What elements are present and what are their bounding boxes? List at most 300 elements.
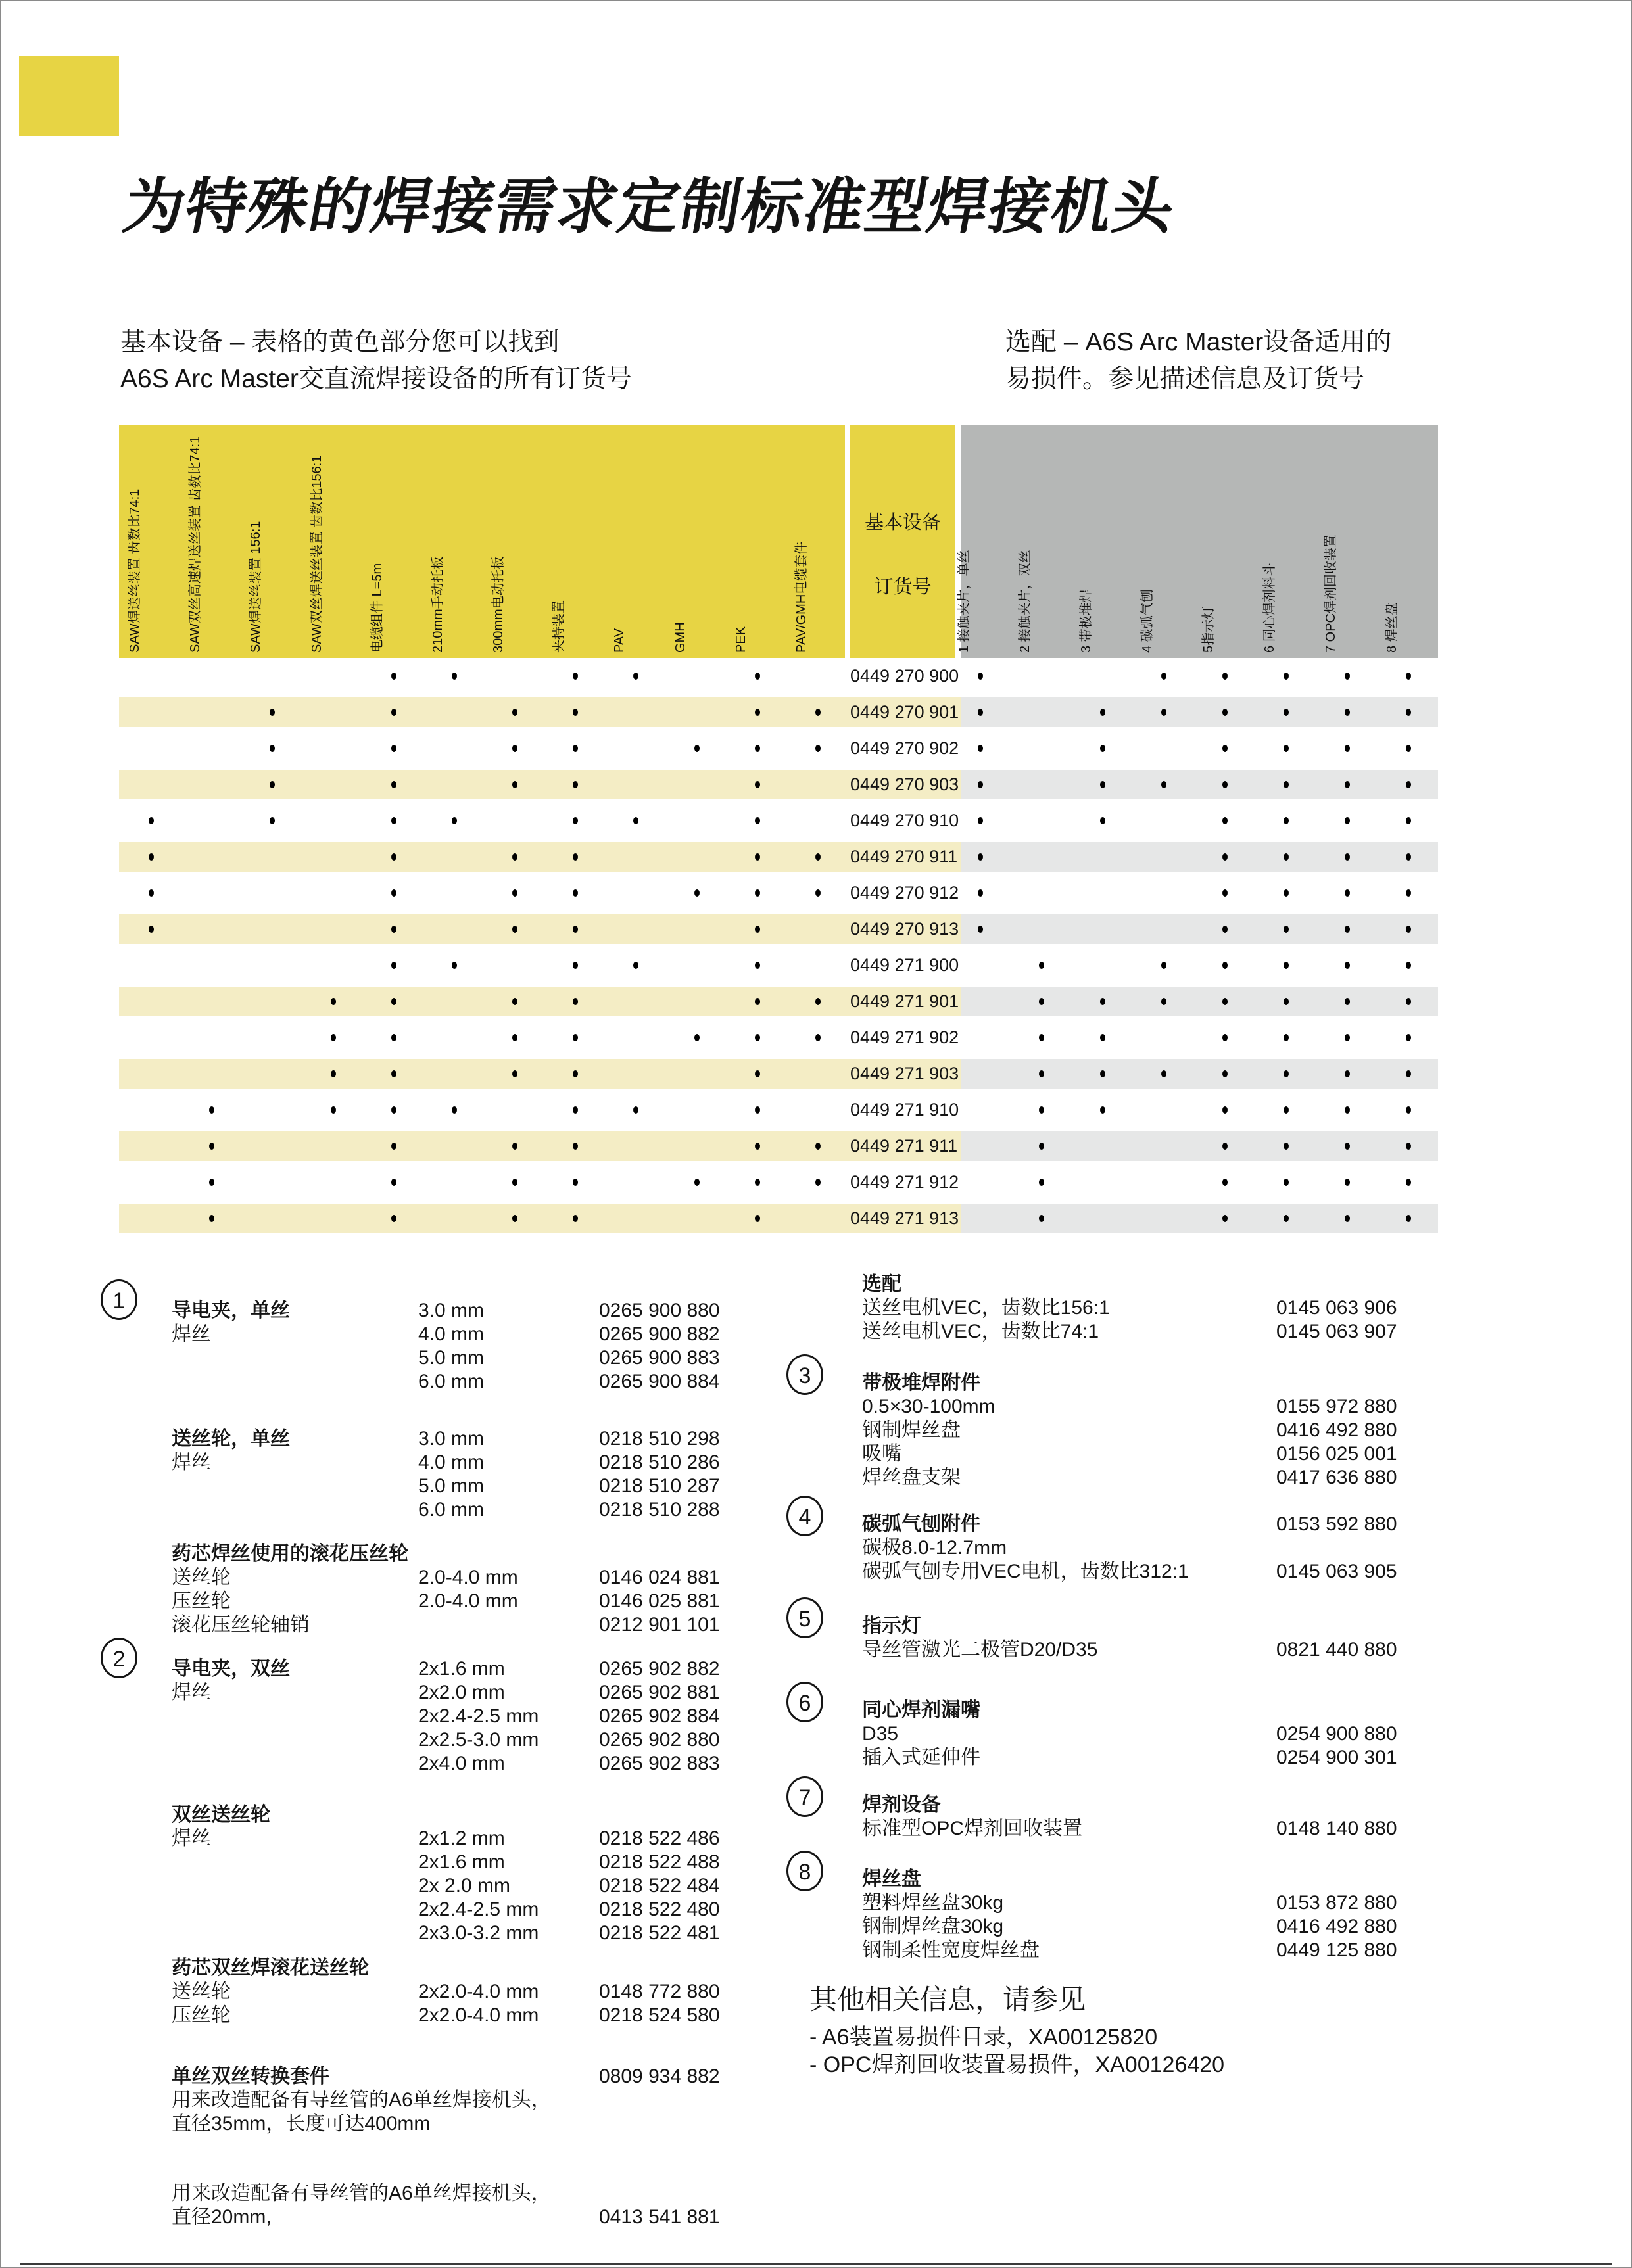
presence-dot: [815, 998, 821, 1005]
intro-right-line2: 易损件。参见描述信息及订货号: [1005, 365, 1365, 393]
matrix-row: [119, 1128, 1438, 1164]
part-number: 0417 636 880: [1276, 1467, 1397, 1488]
part-grid: [172, 1299, 777, 1394]
presence-dot: [1161, 781, 1166, 788]
presence-dot: [1222, 745, 1228, 752]
part-row-label: 送丝电机VEC，齿数比156:1: [862, 1297, 1110, 1319]
intro-right: [1005, 324, 1391, 398]
page-title: 为特殊的焊接需求定制标准型焊接机头: [118, 174, 1182, 241]
presence-dot: [149, 926, 154, 933]
part-section: [99, 1956, 777, 2027]
presence-dot: [209, 1215, 214, 1222]
row-tint-yellow: [119, 697, 961, 727]
order-number: 0449 270 903: [850, 774, 959, 794]
presence-dot: [512, 1070, 517, 1077]
matrix-row: [119, 658, 1438, 694]
part-grid: [862, 1699, 1497, 1770]
part-size: 2x2.4-2.5 mm: [418, 1705, 539, 1727]
presence-dot: [512, 745, 517, 752]
row-tint-gray: [961, 770, 1438, 799]
presence-dot: [391, 1179, 396, 1186]
matrix-row: [119, 1164, 1438, 1200]
part-heading: 药芯双丝焊滚花送丝轮: [172, 1957, 369, 1979]
presence-dot: [755, 1179, 760, 1186]
order-number: 0449 271 902: [850, 1028, 959, 1047]
part-size: 6.0 mm: [418, 1499, 485, 1521]
presence-dot: [1345, 1179, 1350, 1186]
presence-dot: [633, 962, 638, 969]
part-heading: 双丝送丝轮: [172, 1804, 270, 1826]
presence-dot: [1284, 1106, 1289, 1114]
presence-dot: [815, 1143, 821, 1150]
matrix-row: [119, 983, 1438, 1020]
presence-dot: [1100, 709, 1105, 716]
presence-dot: [512, 926, 517, 933]
presence-dot: [573, 962, 578, 969]
part-number: 0153 872 880: [1276, 1892, 1397, 1914]
part-heading: 导电夹，单丝: [172, 1300, 290, 1321]
row-tint-yellow: [119, 987, 961, 1016]
presence-dot: [1406, 1215, 1411, 1222]
presence-dot: [573, 709, 578, 716]
presence-dot: [1406, 709, 1411, 716]
yellow-column-header: PEK: [734, 626, 748, 653]
part-size: 4.0 mm: [418, 1452, 485, 1473]
part-row-label: 滚花压丝轮轴销: [172, 1614, 310, 1636]
part-section: [99, 1647, 777, 1776]
gray-column-header: 2 接触夹片，双丝: [1018, 550, 1032, 653]
presence-dot: [815, 745, 821, 752]
part-number: 0265 902 882: [599, 1658, 720, 1680]
item-number-circle: 3: [786, 1354, 823, 1395]
item-number-circle: 6: [786, 1682, 823, 1722]
presence-dot: [391, 1070, 396, 1077]
presence-dot: [573, 926, 578, 933]
presence-dot: [1222, 709, 1228, 716]
presence-dot: [573, 1215, 578, 1222]
part-number: 0218 524 580: [599, 2004, 720, 2026]
presence-dot: [1345, 1143, 1350, 1150]
presence-dot: [512, 1179, 517, 1186]
part-row-label: 标准型OPC焊剂回收装置: [862, 1818, 1083, 1839]
presence-dot: [1406, 1179, 1411, 1186]
part-row-label: 压丝轮: [172, 1590, 231, 1612]
presence-dot: [755, 962, 760, 969]
presence-dot: [1100, 998, 1105, 1005]
row-tint-gray: [961, 1131, 1438, 1161]
matrix-row: [119, 1020, 1438, 1056]
part-size: 2x2.4-2.5 mm: [418, 1899, 539, 1920]
part-heading: 单丝双丝转换套件: [172, 2066, 329, 2087]
presence-dot: [1345, 817, 1350, 824]
presence-dot: [331, 1034, 336, 1041]
gray-column-header: 5指示灯: [1201, 605, 1216, 653]
presence-dot: [1161, 673, 1166, 680]
presence-dot: [391, 673, 396, 680]
presence-dot: [1345, 745, 1350, 752]
presence-dot: [755, 853, 760, 861]
presence-dot: [633, 673, 638, 680]
yellow-column-header: SAW双丝焊送丝装置 齿数比156:1: [310, 455, 324, 653]
order-number: 0449 270 902: [850, 738, 959, 758]
presence-dot: [1100, 1106, 1105, 1114]
presence-dot: [978, 745, 983, 752]
yellow-column-header: PAV: [612, 628, 627, 653]
presence-dot: [1039, 962, 1044, 969]
presence-dot: [1284, 853, 1289, 861]
presence-dot: [1284, 1034, 1289, 1041]
part-section: [780, 1273, 1497, 1344]
presence-dot: [391, 926, 396, 933]
presence-dot: [1345, 1070, 1350, 1077]
presence-dot: [1222, 1143, 1228, 1150]
presence-dot: [391, 889, 396, 897]
presence-dot: [1161, 962, 1166, 969]
matrix-order-title: [850, 490, 955, 619]
presence-dot: [1222, 889, 1228, 897]
presence-dot: [755, 817, 760, 824]
part-number: 0416 492 880: [1276, 1419, 1397, 1441]
part-number: 0153 592 880: [1276, 1513, 1397, 1535]
part-size: 2x1.6 mm: [418, 1851, 505, 1873]
presence-dot: [755, 1215, 760, 1222]
intro-left: [120, 324, 632, 398]
part-row-label: 0.5×30-100mm: [862, 1396, 996, 1417]
presence-dot: [1284, 962, 1289, 969]
presence-dot: [1406, 817, 1411, 824]
part-section: [99, 1427, 777, 1522]
presence-dot: [1406, 998, 1411, 1005]
part-number: 0145 063 905: [1276, 1561, 1397, 1582]
presence-dot: [1284, 1179, 1289, 1186]
row-tint-gray: [961, 987, 1438, 1016]
presence-dot: [1345, 1106, 1350, 1114]
part-sublabel: 焊丝: [172, 1682, 211, 1703]
presence-dot: [1100, 1070, 1105, 1077]
part-row-label: 插入式延伸件: [862, 1747, 980, 1768]
matrix-row: [119, 730, 1438, 767]
part-grid: [862, 1615, 1497, 1662]
matrix-row: [119, 803, 1438, 839]
part-size: 2x4.0 mm: [418, 1753, 505, 1774]
yellow-column-header: 300mm电动托板: [491, 556, 506, 653]
gray-column-header: 1 接触夹片，单丝: [957, 550, 971, 653]
part-row-label: 塑料焊丝盘30kg: [862, 1892, 1004, 1914]
presence-dot: [573, 1179, 578, 1186]
presence-dot: [270, 745, 275, 752]
gray-column-header: 6 同心焊剂料斗: [1262, 563, 1277, 653]
presence-dot: [1284, 1215, 1289, 1222]
yellow-column-header: GMH: [673, 622, 688, 653]
part-number: 0218 522 486: [599, 1828, 720, 1849]
presence-dot: [452, 1106, 457, 1114]
presence-dot: [1039, 998, 1044, 1005]
row-tint-yellow: [119, 842, 961, 872]
presence-dot: [1284, 709, 1289, 716]
presence-dot: [573, 889, 578, 897]
order-number-label: 订货号: [874, 577, 932, 598]
part-size: 2.0-4.0 mm: [418, 1567, 518, 1588]
presence-dot: [1039, 1070, 1044, 1077]
presence-dot: [512, 853, 517, 861]
part-number: 0145 063 907: [1276, 1321, 1397, 1342]
part-number: 0218 510 286: [599, 1452, 720, 1473]
presence-dot: [512, 781, 517, 788]
order-number: 0449 271 911: [850, 1136, 958, 1156]
presence-dot: [978, 926, 983, 933]
intro-right-line1: 选配 – A6S Arc Master设备适用的: [1005, 328, 1392, 356]
item-number-circle: 2: [101, 1638, 137, 1678]
presence-dot: [1284, 889, 1289, 897]
presence-dot: [1284, 817, 1289, 824]
presence-dot: [149, 853, 154, 861]
presence-dot: [512, 889, 517, 897]
presence-dot: [1406, 926, 1411, 933]
order-number: 0449 270 911: [850, 847, 958, 866]
presence-dot: [209, 1179, 214, 1186]
presence-dot: [1222, 1070, 1228, 1077]
part-heading: 选配: [862, 1273, 901, 1295]
presence-dot: [755, 926, 760, 933]
part-size: 6.0 mm: [418, 1371, 485, 1392]
intro-left-line2: A6S Arc Master交直流焊接设备的所有订货号: [120, 365, 632, 393]
presence-dot: [331, 1070, 336, 1077]
order-number: 0449 270 912: [850, 883, 959, 903]
part-number: 0218 510 288: [599, 1499, 720, 1521]
order-number: 0449 271 903: [850, 1064, 959, 1083]
part-row-label: [172, 1851, 418, 1874]
part-size: 2x1.6 mm: [418, 1658, 505, 1680]
part-section: [780, 1505, 1497, 1584]
order-number: 0449 270 913: [850, 919, 959, 939]
presence-dot: [1222, 1034, 1228, 1041]
presence-dot: [1100, 745, 1105, 752]
presence-dot: [978, 781, 983, 788]
presence-dot: [1039, 1143, 1044, 1150]
part-row-label: 吸嘴: [862, 1443, 901, 1465]
presence-dot: [1406, 1070, 1411, 1077]
part-grid: [862, 1868, 1497, 1962]
item-number-circle: 1: [101, 1279, 137, 1320]
part-heading: 导电夹，双丝: [172, 1658, 290, 1680]
item-number-circle: 5: [786, 1597, 823, 1638]
presence-dot: [1222, 962, 1228, 969]
presence-dot: [1284, 998, 1289, 1005]
presence-dot: [391, 1106, 396, 1114]
part-grid: [862, 1371, 1497, 1490]
presence-dot: [978, 889, 983, 897]
part-size: 5.0 mm: [418, 1475, 485, 1497]
yellow-column-header: 210mm手动托板: [431, 556, 445, 653]
presence-dot: [755, 781, 760, 788]
part-size: 2.0-4.0 mm: [418, 1590, 518, 1612]
part-note: 用来改造配备有导丝管的A6单丝焊接机头，: [172, 2089, 551, 2111]
presence-dot: [1222, 926, 1228, 933]
part-grid: [172, 1956, 777, 2027]
gray-column-header: 3 带极堆焊: [1079, 589, 1093, 653]
part-section: [99, 2182, 777, 2229]
other-info-line1: - A6装置易损件目录，XA00125820: [809, 2025, 1158, 2050]
item-number-circle: 8: [786, 1851, 823, 1891]
presence-dot: [1406, 1106, 1411, 1114]
presence-dot: [391, 853, 396, 861]
part-grid: [172, 1803, 777, 1945]
part-row-label: 焊丝: [172, 1828, 211, 1849]
presence-dot: [1039, 1034, 1044, 1041]
part-size: 2x2.0-4.0 mm: [418, 2004, 539, 2026]
order-number: 0449 271 901: [850, 991, 959, 1011]
presence-dot: [1222, 853, 1228, 861]
part-number: 0218 522 480: [599, 1899, 720, 1920]
presence-dot: [1284, 673, 1289, 680]
part-size: 2x3.0-3.2 mm: [418, 1922, 539, 1944]
presence-dot: [209, 1106, 214, 1114]
presence-dot: [391, 998, 396, 1005]
presence-dot: [270, 709, 275, 716]
presence-dot: [391, 1215, 396, 1222]
matrix-row: [119, 1200, 1438, 1237]
presence-dot: [209, 1143, 214, 1150]
presence-dot: [633, 1106, 638, 1114]
presence-dot: [512, 998, 517, 1005]
presence-dot: [978, 853, 983, 861]
part-row-label: 压丝轮: [172, 2004, 231, 2026]
presence-dot: [1284, 1143, 1289, 1150]
gray-column-header: 7 OPC焊剂回收装置: [1324, 534, 1338, 653]
presence-dot: [391, 962, 396, 969]
part-label-block: [172, 1299, 418, 1394]
part-size: 2x2.0 mm: [418, 1682, 505, 1703]
part-number: 0155 972 880: [1276, 1396, 1397, 1417]
other-info-line2: - OPC焊剂回收装置易损件，XA00126420: [809, 2052, 1225, 2077]
item-number-circle: 7: [786, 1776, 823, 1817]
part-number: 0265 902 880: [599, 1729, 720, 1751]
part-number: 0218 522 484: [599, 1875, 720, 1897]
matrix-row: [119, 767, 1438, 803]
presence-dot: [755, 889, 760, 897]
matrix-row: [119, 911, 1438, 947]
part-section: [780, 1785, 1497, 1841]
yellow-column-header: 电缆组件 L=5m: [370, 563, 385, 653]
presence-dot: [1284, 781, 1289, 788]
presence-dot: [149, 817, 154, 824]
presence-dot: [573, 1143, 578, 1150]
presence-dot: [815, 853, 821, 861]
order-number: 0449 271 900: [850, 955, 959, 975]
part-row-label: 碳极8.0-12.7mm: [862, 1537, 1007, 1559]
part-grid: [862, 1273, 1497, 1344]
part-number: 0413 541 881: [599, 2206, 720, 2228]
presence-dot: [1406, 1034, 1411, 1041]
part-number: 0146 024 881: [599, 1567, 720, 1588]
presence-dot: [270, 817, 275, 824]
presence-dot: [1100, 1034, 1105, 1041]
yellow-column-header: SAW焊送丝装置 156:1: [249, 521, 263, 653]
part-row-label: 送丝轮: [172, 1981, 231, 2002]
matrix-row: [119, 875, 1438, 911]
row-tint-yellow: [119, 1131, 961, 1161]
parts-left: [99, 1288, 777, 2229]
part-section: [99, 1288, 777, 1394]
accent-block: [19, 56, 119, 136]
selection-matrix: [119, 425, 1438, 1237]
presence-dot: [1100, 781, 1105, 788]
presence-dot: [573, 1070, 578, 1077]
part-number: 0265 902 883: [599, 1753, 720, 1774]
part-number: 0156 025 001: [1276, 1443, 1397, 1465]
part-row-label: 钢制柔性宽度焊丝盘: [862, 1939, 1040, 1961]
presence-dot: [1222, 673, 1228, 680]
part-label-block: [172, 1427, 418, 1522]
intro-left-line1: 基本设备 – 表格的黄色部分您可以找到: [120, 328, 560, 356]
presence-dot: [1406, 853, 1411, 861]
part-heading: 指示灯: [862, 1615, 921, 1637]
presence-dot: [755, 1143, 760, 1150]
part-number: 0218 522 481: [599, 1922, 720, 1944]
yellow-column-header: SAW焊送丝装置 齿数比74:1: [128, 488, 142, 653]
part-number: 0265 902 884: [599, 1705, 720, 1727]
presence-dot: [1222, 817, 1228, 824]
presence-dot: [694, 1034, 700, 1041]
part-size: 2x1.2 mm: [418, 1828, 505, 1849]
part-section: [780, 1860, 1497, 1962]
presence-dot: [391, 781, 396, 788]
presence-dot: [512, 1215, 517, 1222]
part-number: 0148 772 880: [599, 1981, 720, 2002]
part-sublabel: 焊丝: [172, 1452, 211, 1473]
presence-dot: [1406, 889, 1411, 897]
part-grid: [862, 1793, 1497, 1841]
presence-dot: [1039, 1215, 1044, 1222]
part-row-label: 焊丝盘支架: [862, 1467, 961, 1488]
presence-dot: [755, 709, 760, 716]
presence-dot: [452, 962, 457, 969]
part-section: [780, 1607, 1497, 1662]
presence-dot: [1345, 1215, 1350, 1222]
presence-dot: [573, 853, 578, 861]
part-number: 0416 492 880: [1276, 1916, 1397, 1937]
part-grid: [172, 1657, 777, 1776]
part-size: 2x 2.0 mm: [418, 1875, 511, 1897]
part-grid: [172, 1427, 777, 1522]
part-number: 0218 510 298: [599, 1428, 720, 1450]
matrix-row: [119, 839, 1438, 875]
presence-dot: [1345, 853, 1350, 861]
base-equipment-label: 基本设备: [864, 512, 941, 533]
presence-dot: [815, 1034, 821, 1041]
presence-dot: [331, 1106, 336, 1114]
row-tint-yellow: [119, 1204, 961, 1233]
part-row-label: 送丝轮: [172, 1567, 231, 1588]
presence-dot: [1039, 1106, 1044, 1114]
presence-dot: [1284, 926, 1289, 933]
presence-dot: [573, 745, 578, 752]
part-size: 2x2.5-3.0 mm: [418, 1729, 539, 1751]
presence-dot: [1345, 781, 1350, 788]
presence-dot: [512, 1034, 517, 1041]
part-number: 0265 900 884: [599, 1371, 720, 1392]
part-heading: 焊丝盘: [862, 1868, 921, 1890]
part-row-label: 导丝管激光二极管D20/D35: [862, 1639, 1098, 1661]
presence-dot: [815, 889, 821, 897]
part-row-label: [172, 1874, 418, 1898]
presence-dot: [391, 817, 396, 824]
part-row-label: 钢制焊丝盘30kg: [862, 1916, 1004, 1937]
presence-dot: [633, 817, 638, 824]
part-size: 2x2.0-4.0 mm: [418, 1981, 539, 2002]
part-number: 0218 522 488: [599, 1851, 720, 1873]
row-tint-gray: [961, 697, 1438, 727]
